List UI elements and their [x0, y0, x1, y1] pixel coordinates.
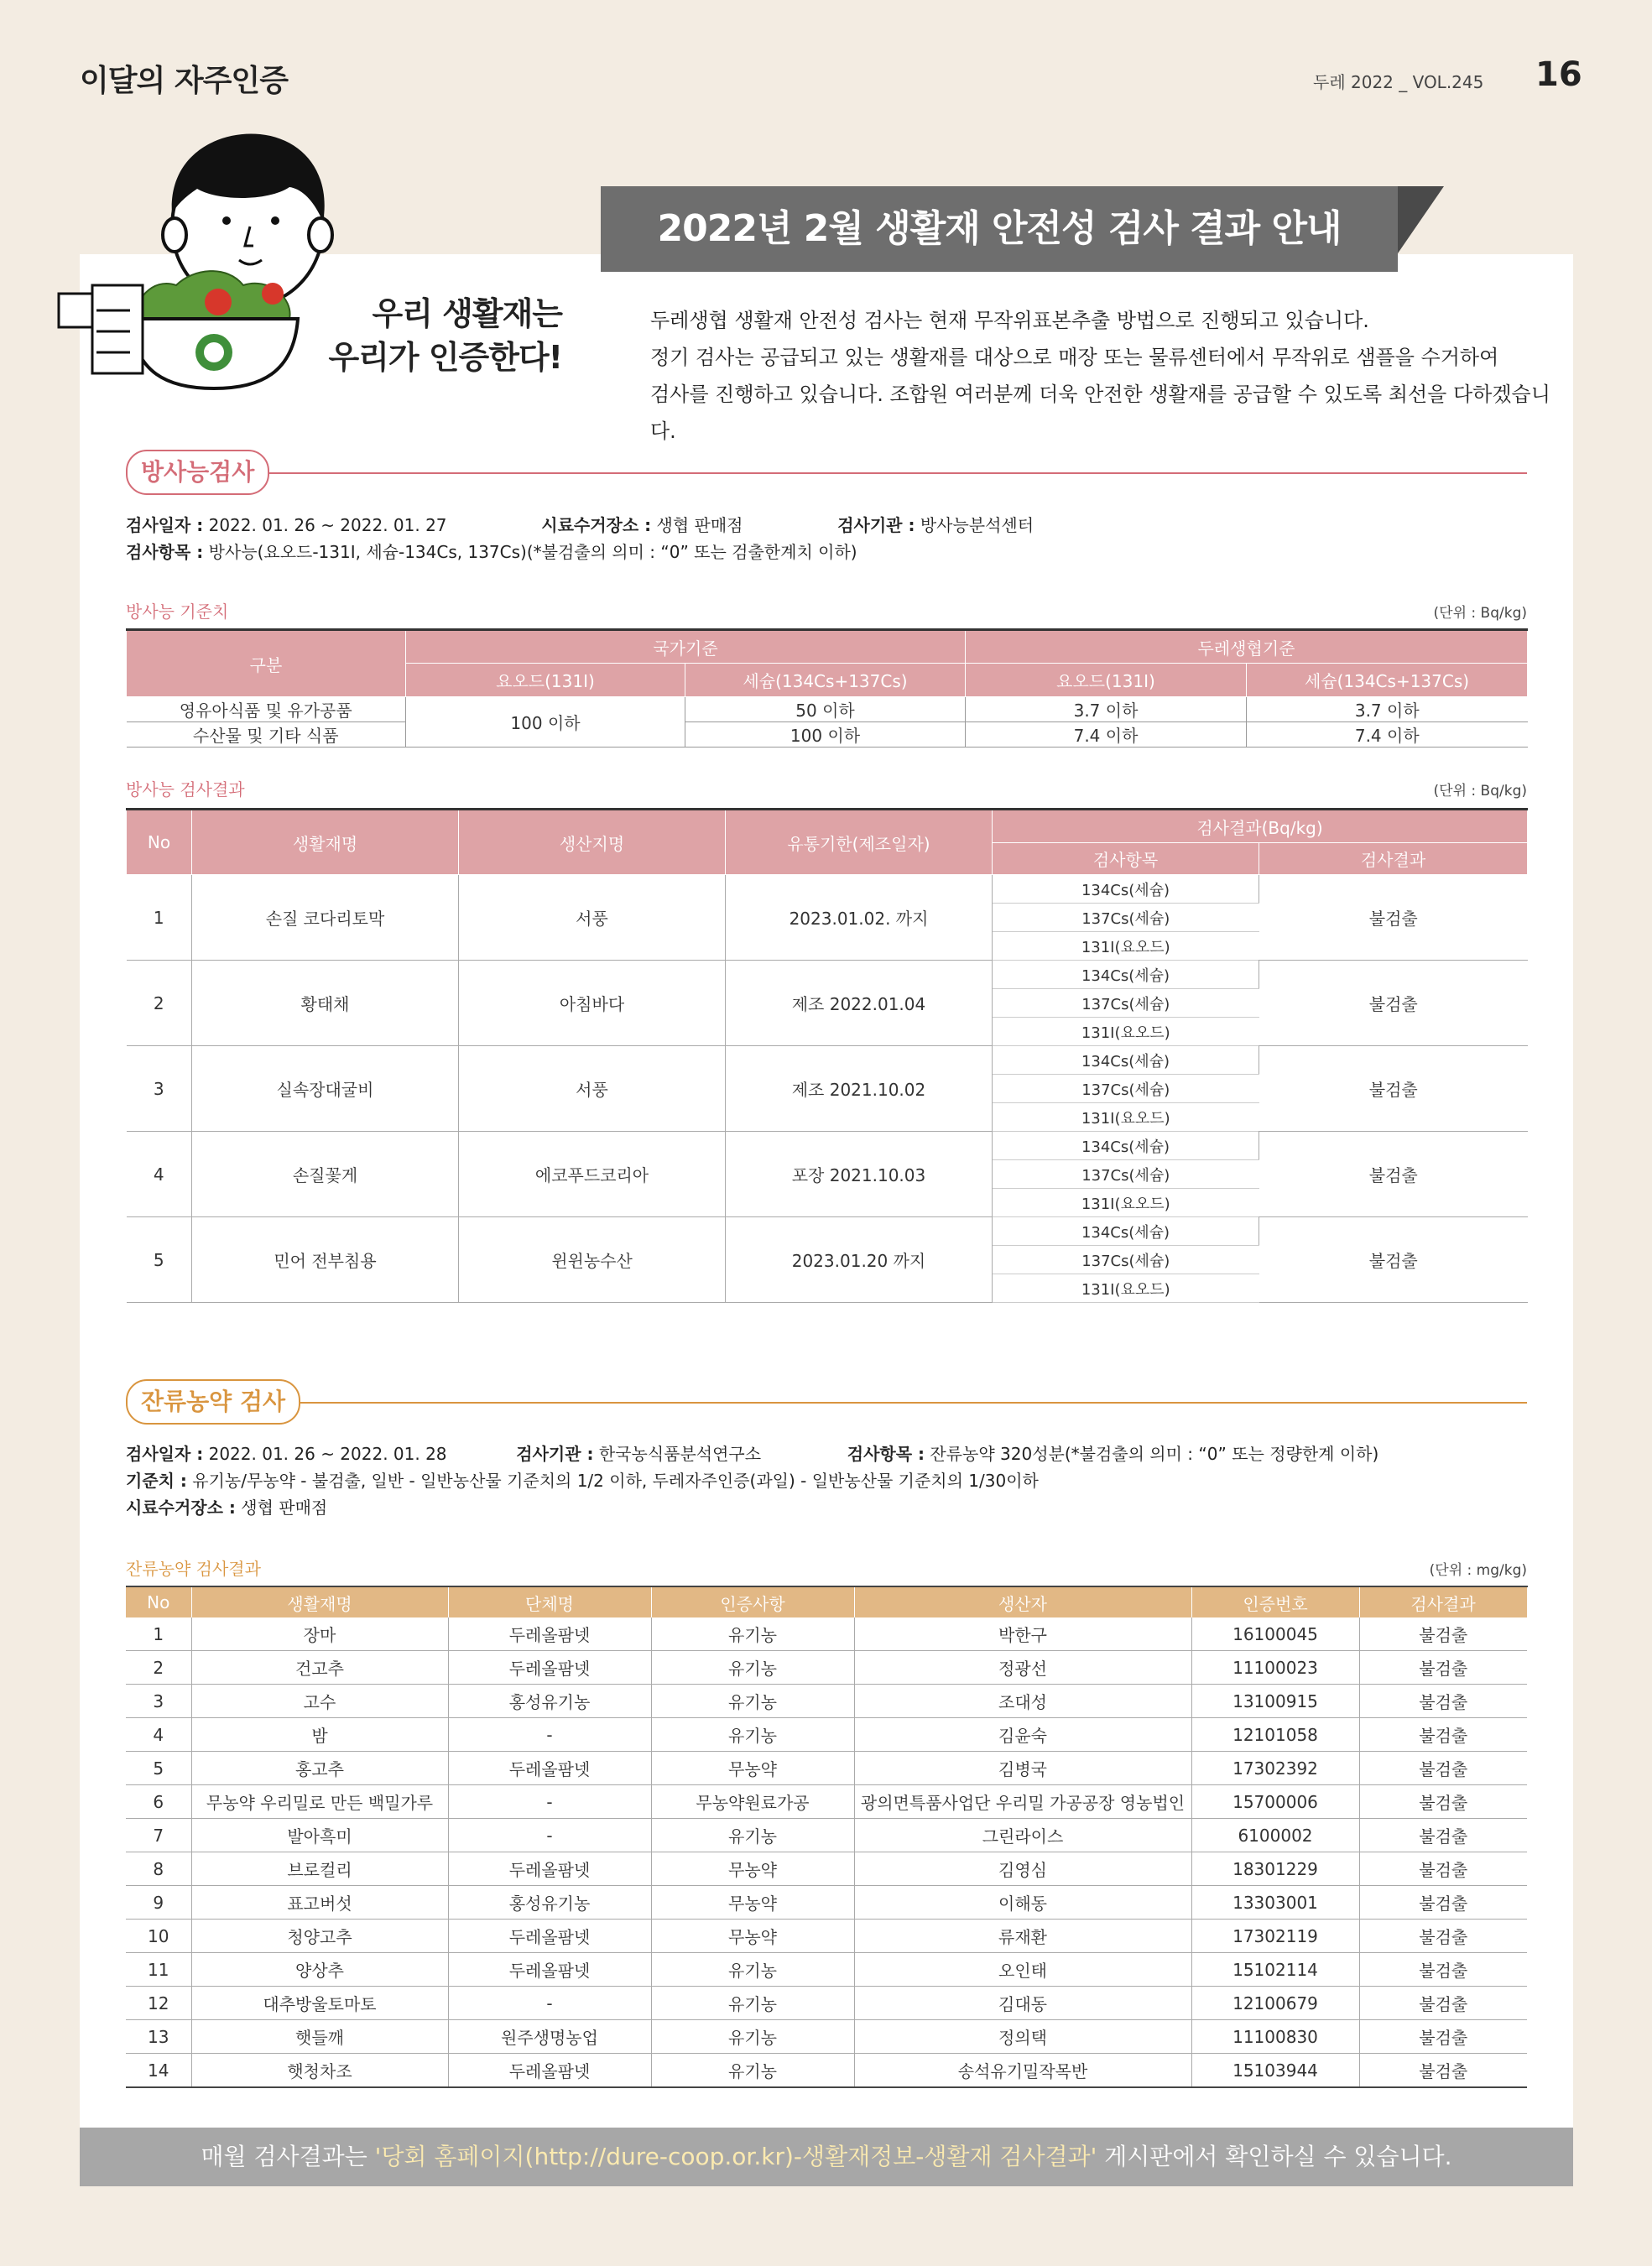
table-cell: 유기농: [651, 1685, 854, 1718]
table-cell: 제조 2022.01.04: [726, 961, 993, 1046]
radiation-results-table: [126, 808, 1528, 1303]
table-row: [126, 2054, 1527, 2088]
table-cell: 불검출: [1359, 2054, 1527, 2088]
table-cell: 실속장대굴비: [192, 1046, 459, 1132]
col-header: 검사결과: [1259, 843, 1528, 875]
table-cell: 무농약: [651, 1852, 854, 1886]
meta-value: 2022. 01. 26 ~ 2022. 01. 28: [208, 1444, 447, 1464]
col-header: 검사항목: [993, 843, 1259, 875]
table-cell: 7.4 이하: [1247, 722, 1528, 748]
table-cell: 9: [126, 1886, 191, 1920]
table-cell: 유기농: [651, 1651, 854, 1685]
table-cell: 유기농: [651, 1987, 854, 2020]
meta-value: 잔류농약 320성분(*불검출의 의미 : “0” 또는 정량한계 이하): [930, 1444, 1379, 1464]
table-cell: 오인태: [854, 1953, 1191, 1987]
table-cell: 송석유기밀작목반: [854, 2054, 1191, 2088]
table-cell: 윈윈농수산: [459, 1217, 726, 1303]
table-cell: 불검출: [1359, 1920, 1527, 1953]
table-cell: 11100830: [1191, 2020, 1359, 2054]
meta-value: 방사능분석센터: [920, 515, 1034, 535]
table-cell: 12: [126, 1987, 191, 2020]
table-cell: 햇들깨: [191, 2020, 448, 2054]
col-header: 요오드(131I): [966, 664, 1247, 697]
test-item-cell: 134Cs(세슘): [993, 1046, 1259, 1075]
pesticide-meta: [126, 1440, 1535, 1521]
meta-label: 기준치 :: [126, 1471, 187, 1491]
table-cell: 밤: [191, 1718, 448, 1752]
col-header: 생활재명: [192, 810, 459, 875]
table-cell: 서풍: [459, 1046, 726, 1132]
table-cell: 김대동: [854, 1987, 1191, 2020]
meta-value: 2022. 01. 26 ~ 2022. 01. 27: [208, 515, 447, 535]
table-row: [126, 1617, 1527, 1651]
col-header: 검사결과(Bq/kg): [993, 810, 1528, 843]
table-cell: 1: [126, 1617, 191, 1651]
col-header: 생산지명: [459, 810, 726, 875]
footer-text: 게시판에서 확인하실 수 있습니다.: [1097, 2143, 1452, 2170]
result-cell: 불검출: [1259, 961, 1528, 1046]
table-cell: 불검출: [1359, 1852, 1527, 1886]
table-cell: 3: [127, 1046, 192, 1132]
table-cell: 원주생명농업: [448, 2020, 651, 2054]
table-cell: 두레올팜넷: [448, 1852, 651, 1886]
table-cell: 불검출: [1359, 1752, 1527, 1785]
test-item-cell: 134Cs(세슘): [993, 961, 1259, 989]
table-cell: 3: [126, 1685, 191, 1718]
intro-line: 검사를 진행하고 있습니다. 조합원 여러분께 더욱 안전한 생활재를 공급할 수 있도록 최선을 다하겠습니다.: [650, 383, 1550, 443]
table-cell: 그린라이스: [854, 1819, 1191, 1852]
footer-link-text: '당회 홈페이지(http://dure-coop.or.kr)-생활재정보-생활재 검사결과': [374, 2143, 1097, 2170]
table-cell: 두레올팜넷: [448, 1752, 651, 1785]
table-cell: 포장 2021.10.03: [726, 1132, 993, 1217]
table-cell: 유기농: [651, 1953, 854, 1987]
table-cell: 17302392: [1191, 1752, 1359, 1785]
table-cell: 15700006: [1191, 1785, 1359, 1819]
test-item-cell: 137Cs(세슘): [993, 1075, 1259, 1103]
table-row: [126, 1987, 1527, 2020]
table-cell: 불검출: [1359, 1685, 1527, 1718]
slogan-line1: 우리 생활재는: [372, 295, 562, 332]
result-cell: 불검출: [1259, 1132, 1528, 1217]
table-cell: 무농약 우리밀로 만든 백밀가루: [191, 1785, 448, 1819]
test-item-cell: 134Cs(세슘): [993, 1132, 1259, 1160]
table-cell: 햇청차조: [191, 2054, 448, 2088]
table-cell: 12100679: [1191, 1987, 1359, 2020]
col-header: 단체명: [448, 1586, 651, 1617]
meta-label: 시료수거장소 :: [541, 515, 652, 535]
table-cell: 두레올팜넷: [448, 1651, 651, 1685]
table-cell: 광의면특품사업단 우리밀 가공공장 영농법인: [854, 1785, 1191, 1819]
table-row: [126, 1685, 1527, 1718]
table-cell: 100 이하: [685, 722, 966, 748]
table-cell: 불검출: [1359, 1987, 1527, 2020]
table-cell: 홍고추: [191, 1752, 448, 1785]
table-row: [126, 1852, 1527, 1886]
test-item-cell: 137Cs(세슘): [993, 989, 1259, 1018]
pesticide-results-unit: (단위 : mg/kg): [1429, 1562, 1527, 1579]
test-item-cell: 131I(요오드): [993, 1103, 1259, 1132]
section-divider: [289, 1402, 1527, 1404]
issue-label: 두레 2022 _ VOL.245: [1313, 72, 1484, 92]
radiation-meta: [126, 512, 1535, 565]
table-cell: 14: [126, 2054, 191, 2088]
table-cell: 서풍: [459, 875, 726, 961]
table-cell: 아침바다: [459, 961, 726, 1046]
table-cell: 청양고추: [191, 1920, 448, 1953]
table-cell: 두레올팜넷: [448, 1920, 651, 1953]
table-cell: 표고버섯: [191, 1886, 448, 1920]
table-cell: 17302119: [1191, 1920, 1359, 1953]
table-cell: 불검출: [1359, 1651, 1527, 1685]
table-cell: 유기농: [651, 1617, 854, 1651]
table-cell: 유기농: [651, 1718, 854, 1752]
table-cell: 5: [127, 1217, 192, 1303]
table-cell: 박한구: [854, 1617, 1191, 1651]
table-cell: 6100002: [1191, 1819, 1359, 1852]
table-cell: 손질 코다리토막: [192, 875, 459, 961]
col-header: 생산자: [854, 1586, 1191, 1617]
table-cell: 15102114: [1191, 1953, 1359, 1987]
table-cell: 무농약: [651, 1920, 854, 1953]
result-cell: 불검출: [1259, 1046, 1528, 1132]
meta-value: 유기농/무농약 - 불검출, 일반 - 일반농산물 기준치의 1/2 이하, 두레자주인증(과일) - 일반농산물 기준치의 1/30이하: [192, 1471, 1039, 1491]
title-fold-decoration: [1398, 186, 1444, 253]
meta-value: 한국농식품분석연구소: [598, 1444, 762, 1464]
table-cell: 15103944: [1191, 2054, 1359, 2088]
table-cell: 불검출: [1359, 1718, 1527, 1752]
radiation-standards-table: [126, 628, 1528, 748]
col-header: 요오드(131I): [406, 664, 685, 697]
table-cell: 3.7 이하: [1247, 697, 1528, 722]
page-title: 2022년 2월 생활재 안전성 검사 결과 안내: [657, 207, 1342, 250]
table-cell: 두레올팜넷: [448, 1617, 651, 1651]
table-cell: 유기농: [651, 1819, 854, 1852]
table-cell: 류재환: [854, 1920, 1191, 1953]
footer-banner: [80, 2128, 1573, 2186]
standards-unit: (단위 : Bq/kg): [1433, 605, 1527, 622]
col-header: 구분: [127, 630, 406, 697]
meta-value: 생협 판매점: [656, 515, 743, 535]
intro-line: 정기 검사는 공급되고 있는 생활재를 대상으로 매장 또는 물류센터에서 무작위로 샘플을 수거하여: [650, 346, 1499, 369]
col-header: No: [126, 1586, 191, 1617]
table-cell: 7: [126, 1819, 191, 1852]
table-cell: 8: [126, 1852, 191, 1886]
test-item-cell: 131I(요오드): [993, 1018, 1259, 1046]
table-row: [126, 1819, 1527, 1852]
pesticide-results-table: [126, 1586, 1528, 2088]
table-cell: 김병국: [854, 1752, 1191, 1785]
table-cell: 손질꽃게: [192, 1132, 459, 1217]
table-cell: 두레올팜넷: [448, 1953, 651, 1987]
table-row: [126, 1651, 1527, 1685]
table-cell: 16100045: [1191, 1617, 1359, 1651]
col-header: 유통기한(제조일자): [726, 810, 993, 875]
meta-label: 검사항목 :: [126, 542, 204, 562]
table-cell: 5: [126, 1752, 191, 1785]
table-row: [126, 1886, 1527, 1920]
table-cell: 불검출: [1359, 1617, 1527, 1651]
page-number: 16: [1535, 55, 1582, 94]
results-unit: (단위 : Bq/kg): [1433, 783, 1527, 800]
table-cell: 이해동: [854, 1886, 1191, 1920]
results-subhead: 방사능 검사결과: [126, 779, 245, 800]
table-cell: 정광선: [854, 1651, 1191, 1685]
test-item-cell: 131I(요오드): [993, 1189, 1259, 1217]
meta-label: 검사일자 :: [126, 1444, 204, 1464]
meta-label: 검사기관 :: [516, 1444, 594, 1464]
table-cell: 11100023: [1191, 1651, 1359, 1685]
intro-text: [650, 302, 1556, 450]
table-cell: 7.4 이하: [966, 722, 1247, 748]
table-cell: 무농약: [651, 1752, 854, 1785]
table-cell: 불검출: [1359, 1819, 1527, 1852]
col-header: 인증번호: [1191, 1586, 1359, 1617]
table-cell: -: [448, 1718, 651, 1752]
table-cell: -: [448, 1987, 651, 2020]
test-item-cell: 137Cs(세슘): [993, 1160, 1259, 1189]
test-item-cell: 137Cs(세슘): [993, 1246, 1259, 1274]
test-item-cell: 131I(요오드): [993, 932, 1259, 961]
slogan-line2: 우리가 인증한다!: [328, 339, 562, 376]
table-row: [126, 1953, 1527, 1987]
table-cell: 조대성: [854, 1685, 1191, 1718]
meta-value: 생협 판매점: [241, 1498, 328, 1518]
radiation-section-label: 방사능검사: [126, 450, 269, 495]
table-cell: 6: [126, 1785, 191, 1819]
table-cell: -: [448, 1819, 651, 1852]
footer-text: 매월 검사결과는: [201, 2143, 375, 2170]
test-item-cell: 134Cs(세슘): [993, 1217, 1259, 1246]
table-cell: 불검출: [1359, 2020, 1527, 2054]
meta-label: 검사일자 :: [126, 515, 204, 535]
col-header: 국가기준: [406, 630, 966, 664]
table-cell: 4: [126, 1718, 191, 1752]
table-cell: 브로컬리: [191, 1852, 448, 1886]
section-divider: [252, 472, 1527, 474]
mascot-illustration: [50, 122, 336, 390]
test-item-cell: 131I(요오드): [993, 1274, 1259, 1303]
col-header: 인증사항: [651, 1586, 854, 1617]
result-cell: 불검출: [1259, 1217, 1528, 1303]
table-cell: 100 이하: [406, 697, 685, 748]
table-cell: 고수: [191, 1685, 448, 1718]
table-cell: 2: [127, 961, 192, 1046]
table-cell: 불검출: [1359, 1886, 1527, 1920]
standards-subhead: 방사능 기준치: [126, 602, 229, 622]
section-title: 이달의 자주인증: [80, 64, 288, 98]
table-cell: 무농약원료가공: [651, 1785, 854, 1819]
table-cell: 50 이하: [685, 697, 966, 722]
table-cell: 수산물 및 기타 식품: [127, 722, 406, 748]
col-header: 검사결과: [1359, 1586, 1527, 1617]
table-row: [126, 1785, 1527, 1819]
table-cell: 불검출: [1359, 1785, 1527, 1819]
col-header: 두레생협기준: [966, 630, 1528, 664]
table-cell: 18301229: [1191, 1852, 1359, 1886]
table-cell: 불검출: [1359, 1953, 1527, 1987]
pesticide-results-subhead: 잔류농약 검사결과: [126, 1559, 261, 1579]
intro-line: 두레생협 생활재 안전성 검사는 현재 무작위표본추출 방법으로 진행되고 있습니다.: [650, 309, 1369, 332]
table-cell: 정의택: [854, 2020, 1191, 2054]
col-header: 세슘(134Cs+137Cs): [1247, 664, 1528, 697]
table-cell: 2: [126, 1651, 191, 1685]
table-cell: 장마: [191, 1617, 448, 1651]
table-cell: 유기농: [651, 2020, 854, 2054]
test-item-cell: 134Cs(세슘): [993, 875, 1259, 904]
table-cell: 대추방울토마토: [191, 1987, 448, 2020]
table-cell: 12101058: [1191, 1718, 1359, 1752]
table-row: [126, 1718, 1527, 1752]
meta-value: 방사능(요오드-131I, 세슘-134Cs, 137Cs)(*불검출의 의미 : “0” 또는 검출한계치 이하): [208, 542, 857, 562]
table-row: [126, 2020, 1527, 2054]
table-cell: 13100915: [1191, 1685, 1359, 1718]
table-cell: 김윤숙: [854, 1718, 1191, 1752]
table-cell: 제조 2021.10.02: [726, 1046, 993, 1132]
table-cell: 양상추: [191, 1953, 448, 1987]
col-header: No: [127, 810, 192, 875]
table-row: [126, 1752, 1527, 1785]
table-cell: 3.7 이하: [966, 697, 1247, 722]
meta-label: 시료수거장소 :: [126, 1498, 236, 1518]
table-cell: 10: [126, 1920, 191, 1953]
table-cell: 김영심: [854, 1852, 1191, 1886]
pesticide-section-label: 잔류농약 검사: [126, 1379, 300, 1425]
table-cell: 건고추: [191, 1651, 448, 1685]
table-cell: -: [448, 1785, 651, 1819]
table-cell: 민어 전부침용: [192, 1217, 459, 1303]
table-cell: 4: [127, 1132, 192, 1217]
table-cell: 영유아식품 및 유가공품: [127, 697, 406, 722]
table-cell: 홍성유기농: [448, 1685, 651, 1718]
meta-label: 검사항목 :: [847, 1444, 925, 1464]
table-cell: 홍성유기농: [448, 1886, 651, 1920]
col-header: 세슘(134Cs+137Cs): [685, 664, 966, 697]
table-cell: 무농약: [651, 1886, 854, 1920]
table-cell: 에코푸드코리아: [459, 1132, 726, 1217]
table-cell: 1: [127, 875, 192, 961]
table-row: [126, 1920, 1527, 1953]
table-cell: 11: [126, 1953, 191, 1987]
col-header: 생활재명: [191, 1586, 448, 1617]
table-cell: 13: [126, 2020, 191, 2054]
slogan: [319, 292, 562, 379]
result-cell: 불검출: [1259, 875, 1528, 961]
table-cell: 13303001: [1191, 1886, 1359, 1920]
table-cell: 유기농: [651, 2054, 854, 2088]
meta-label: 검사기관 :: [837, 515, 915, 535]
table-cell: 황태채: [192, 961, 459, 1046]
table-cell: 2023.01.02. 까지: [726, 875, 993, 961]
test-item-cell: 137Cs(세슘): [993, 904, 1259, 932]
table-cell: 두레올팜넷: [448, 2054, 651, 2088]
table-cell: 발아흑미: [191, 1819, 448, 1852]
table-cell: 2023.01.20 까지: [726, 1217, 993, 1303]
